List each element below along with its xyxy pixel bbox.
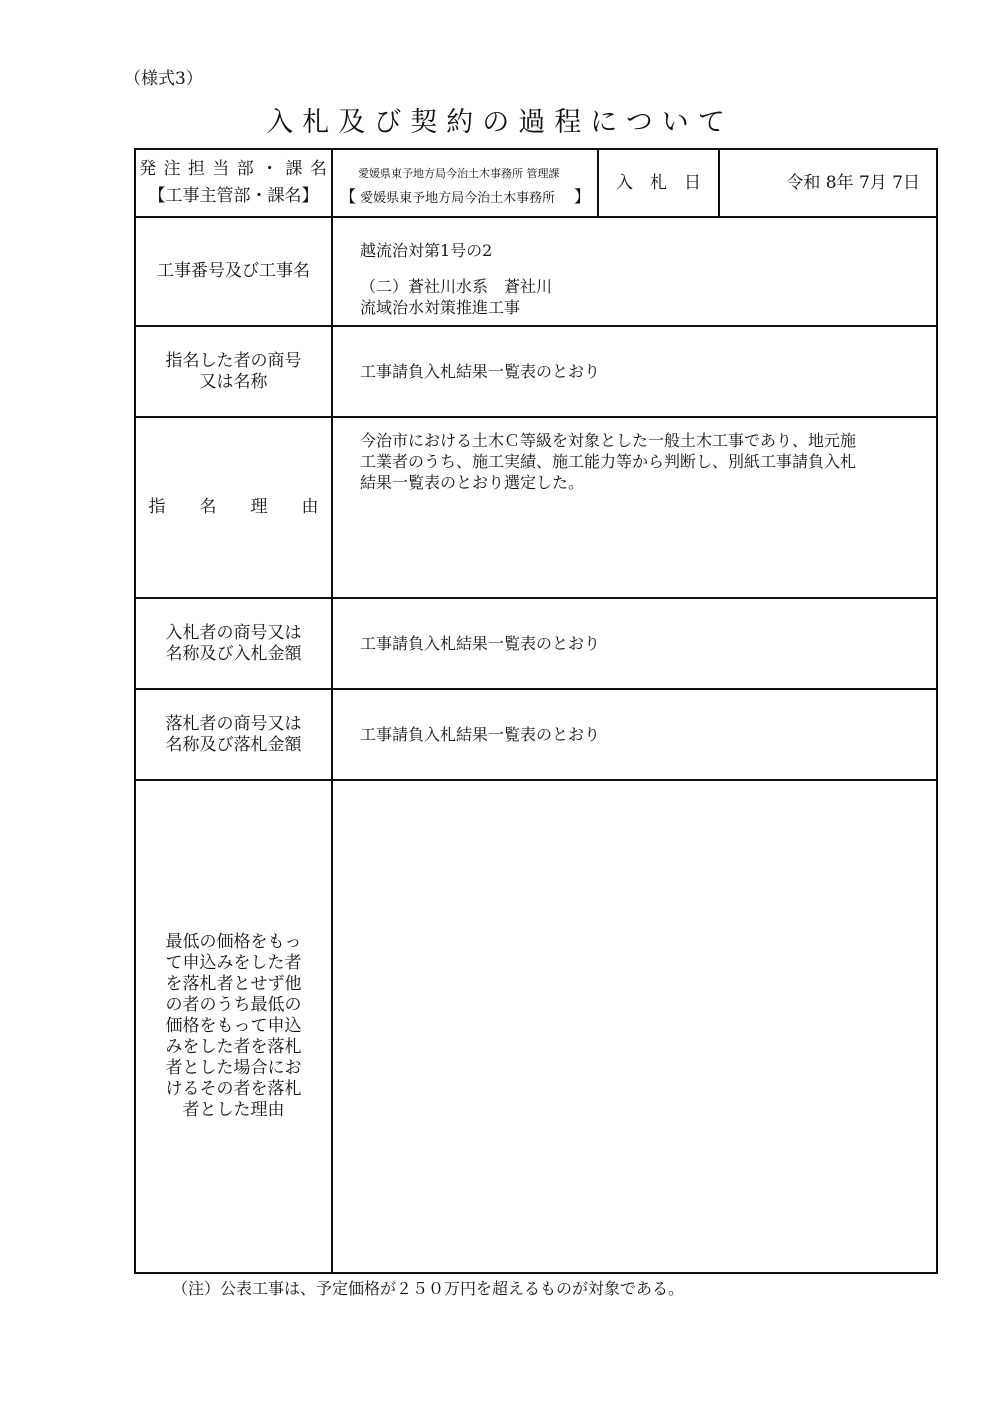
dept-value-1: 愛媛県東予地方局今治土木事務所 管理課 (358, 167, 560, 180)
dept-label-cell (136, 150, 331, 216)
lowest-label-line: て申込みをした者 (165, 953, 302, 973)
bracket-open: 【 (340, 187, 357, 206)
work-name-line1: （二）蒼社川水系 蒼社川 (360, 277, 553, 296)
lowest-label-line: 最低の価格をもっ (165, 932, 302, 952)
lowest-label-line: 者とした場合にお (165, 1058, 302, 1078)
bidder-value: 工事請負入札結果一覧表のとおり (360, 634, 601, 653)
reason-line1: 今治市における土木Ｃ等級を対象とした一般土木工事であり、地元施 (360, 431, 857, 450)
document-title: 入札及び契約の過程について (266, 107, 734, 138)
dept-label-line2: 【工事主管部・課名】 (148, 186, 319, 206)
dept-value-2 (340, 186, 590, 209)
dept-value-2-text: 愛媛県東予地方局今治土木事務所 (360, 191, 556, 206)
bracket-close: 】 (573, 187, 590, 206)
nominee-label-line1: 指名した者の商号 (165, 350, 302, 371)
nominee-label (136, 327, 331, 416)
bidder-label (136, 599, 331, 688)
bid-date-label: 入 札 日 (616, 172, 701, 193)
work-name-line2: 流域治水対策推進工事 (360, 298, 521, 317)
footnote: （注）公表工事は、予定価格が２５０万円を超えるものが対象である。 (172, 1279, 685, 1298)
winner-label-line2: 名称及び落札金額 (165, 734, 302, 755)
reason-label: 指 名 理 由 (148, 497, 319, 517)
lowest-label-line: けるその者を落札 (165, 1079, 302, 1099)
bidder-label-line1: 入札者の商号又は (165, 622, 302, 643)
nominee-value: 工事請負入札結果一覧表のとおり (360, 362, 601, 381)
nominee-label-line2: 又は名称 (199, 371, 268, 392)
winner-label-line1: 落札者の商号又は (165, 713, 302, 734)
reason-line3: 結果一覧表のとおり選定した。 (360, 473, 585, 492)
work-label: 工事番号及び工事名 (157, 261, 310, 281)
reason-line2: 工業者のうち、施工実績、施工能力等から判断し、別紙工事請負入札 (360, 452, 857, 471)
lowest-label-line: 価格をもって申込 (165, 1016, 302, 1036)
form-number: （様式3） (124, 69, 203, 89)
bid-date-value: 令和 8年 7月 7日 (786, 172, 920, 193)
lowest-label-line: 者とした理由 (182, 1100, 285, 1120)
bidder-label-line2: 名称及び入札金額 (165, 643, 302, 664)
winner-label (136, 690, 331, 779)
dept-label-line1: 発 注 担 当 部 ・ 課 名 (139, 159, 328, 179)
lowest-label-line: を落札者とせず他 (165, 974, 302, 994)
lowest-label-line: の者のうち最低の (165, 995, 302, 1015)
lowest-price-label (136, 781, 331, 1272)
winner-value: 工事請負入札結果一覧表のとおり (360, 725, 601, 744)
lowest-label-line: みをした者を落札 (165, 1037, 302, 1057)
column-divider (331, 148, 333, 1274)
work-number-value: 越流治対第1号の2 (360, 241, 493, 260)
